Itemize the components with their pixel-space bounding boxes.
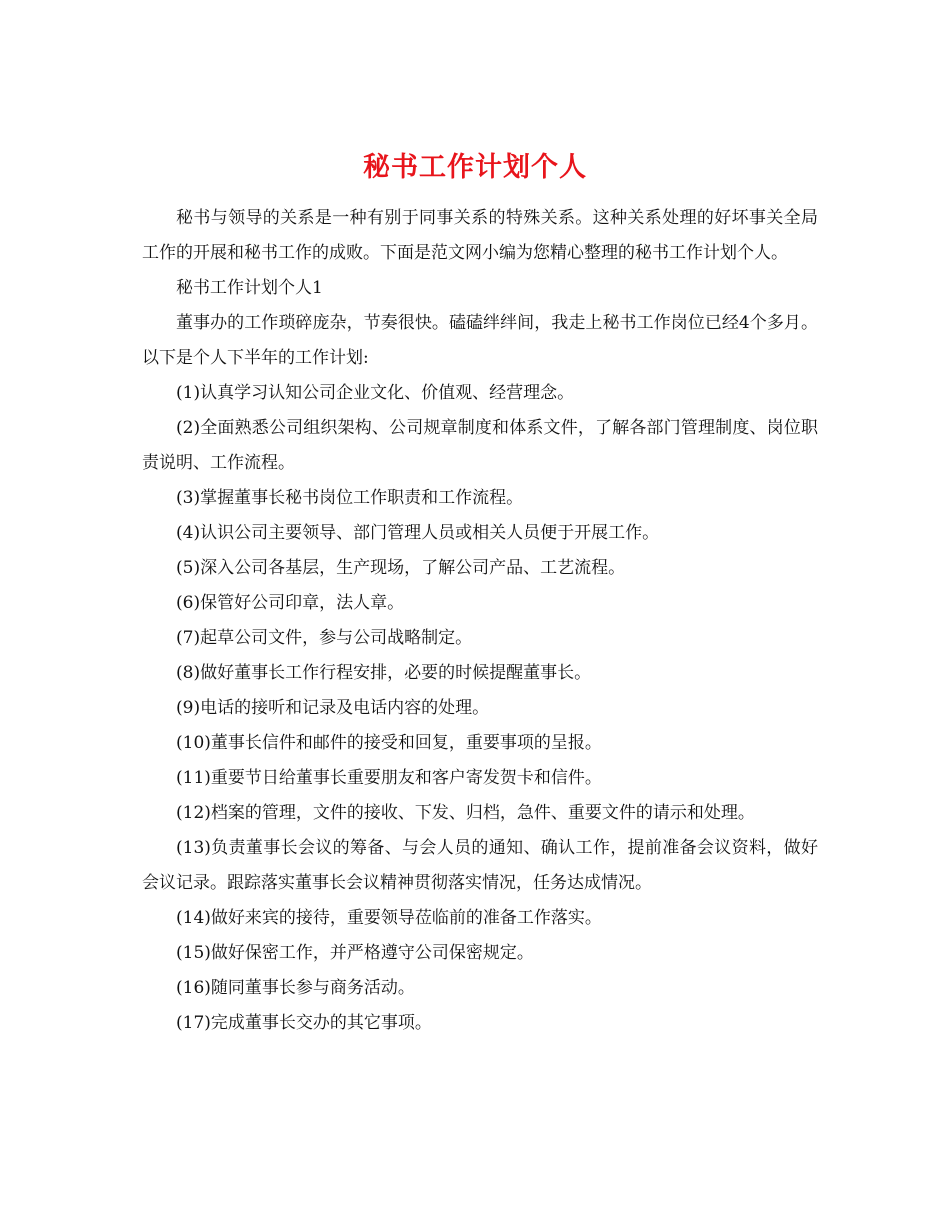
list-item: (7)起草公司文件，参与公司战略制定。 — [176, 628, 473, 648]
paragraph: 董事办的工作琐碎庞杂，节奏很快。磕磕绊绊间，我走上秘书工作岗位已经4个多月。以下是个人下半年的工作计划: — [142, 313, 818, 368]
page-title: 秘书工作计划个人 — [363, 152, 587, 184]
list-item: (2)全面熟悉公司组织架构、公司规章制度和体系文件，了解各部门管理制度、岗位职责说明、工作流程。 — [142, 418, 818, 473]
list-item: (1)认真学习认知公司企业文化、价值观、经营理念。 — [176, 383, 575, 403]
list-item: (4)认识公司主要领导、部门管理人员或相关人员便于开展工作。 — [176, 523, 660, 543]
intro-paragraph: 秘书与领导的关系是一种有别于同事关系的特殊关系。这种关系处理的好坏事关全局工作的开展和秘书工作的成败。下面是范文网小编为您精心整理的秘书工作计划个人。 — [142, 208, 818, 263]
list-item: (5)深入公司各基层，生产现场，了解公司产品、工艺流程。 — [176, 558, 626, 578]
document-body — [142, 201, 818, 1041]
list-item: (15)做好保密工作，并严格遵守公司保密规定。 — [176, 943, 534, 963]
list-item: (8)做好董事长工作行程安排，必要的时候提醒董事长。 — [176, 663, 592, 683]
list-item: (16)随同董事长参与商务活动。 — [176, 978, 415, 998]
list-item: (13)负责董事长会议的筹备、与会人员的通知、确认工作，提前准备会议资料，做好会议记录。跟踪落实董事长会议精神贯彻落实情况，任务达成情况。 — [142, 838, 818, 893]
list-item: (3)掌握董事长秘书岗位工作职责和工作流程。 — [176, 488, 524, 508]
list-item: (17)完成董事长交办的其它事项。 — [176, 1013, 432, 1033]
list-item: (10)董事长信件和邮件的接受和回复，重要事项的呈报。 — [176, 733, 602, 753]
list-item: (14)做好来宾的接待，重要领导莅临前的准备工作落实。 — [176, 908, 602, 928]
section-heading: 秘书工作计划个人1 — [176, 278, 323, 298]
list-item: (12)档案的管理，文件的接收、下发、归档，急件、重要文件的请示和处理。 — [176, 803, 755, 823]
list-item: (6)保管好公司印章，法人章。 — [176, 593, 405, 613]
list-item: (9)电话的接听和记录及电话内容的处理。 — [176, 698, 490, 718]
list-item: (11)重要节日给董事长重要朋友和客户寄发贺卡和信件。 — [176, 768, 602, 788]
